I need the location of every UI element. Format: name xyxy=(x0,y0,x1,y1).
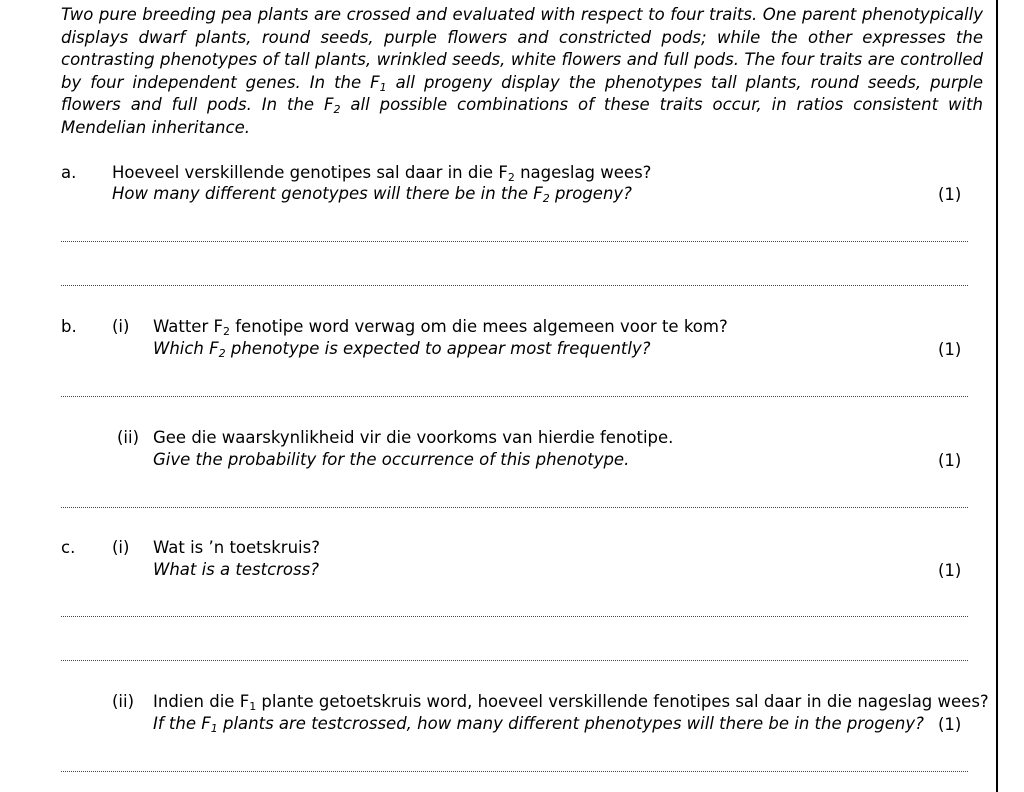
question-b-i-en-sub: 2 xyxy=(218,347,226,360)
question-c-ii-marks: (1) xyxy=(938,715,962,734)
answer-line-c-ii[interactable] xyxy=(61,771,968,772)
answer-line-b-ii[interactable] xyxy=(61,507,968,508)
intro-text-1: Two pure breeding pea plants are crossed and evaluated with respect to four traits. One parent phenotypically displays dwarf plants, round seeds, purple flowers and constricted pods; while the other expresses the contrasting phenotypes of tall plants, wrinkled seeds, white flowers and full pods. The four traits are controlled by four independent genes. In the F xyxy=(61,5,983,92)
question-c-i-number: (i) xyxy=(112,538,130,557)
question-a-en-post: progeny? xyxy=(549,184,632,203)
question-b-i-number: (i) xyxy=(112,317,130,336)
intro-paragraph xyxy=(61,4,983,140)
question-b-ii-english: Give the probability for the occurrence of this phenotype. xyxy=(153,450,630,469)
question-a-af-sub: 2 xyxy=(507,171,515,184)
answer-line-c-i-2[interactable] xyxy=(61,660,968,661)
question-c-ii-af-sub: 1 xyxy=(249,700,257,713)
intro-text-2: all progeny display the phenotypes tall plants, round seeds, purple flowers and full pods. In the F xyxy=(61,72,984,115)
question-c-ii-af-pre: Indien die F xyxy=(153,692,250,711)
answer-line-a-2[interactable] xyxy=(61,285,968,286)
question-c-ii-en-pre: If the F xyxy=(153,714,211,733)
question-a-en-pre: How many different genotypes will there be in the F xyxy=(112,184,543,203)
question-c-ii-english xyxy=(153,714,924,734)
question-b-i-en-pre: Which F xyxy=(153,339,219,358)
answer-line-c-i-1[interactable] xyxy=(61,616,968,617)
question-b-ii-number: (ii) xyxy=(117,428,140,447)
question-b-ii-afrikaans: Gee die waarskynlikheid vir die voorkoms van hierdie fenotipe. xyxy=(153,428,674,447)
question-b-i-english xyxy=(153,339,650,359)
question-c-i-afrikaans: Wat is ’n toetskruis? xyxy=(153,538,320,557)
question-b-label: b. xyxy=(61,317,77,336)
question-b-i-en-post: phenotype is expected to appear most frequently? xyxy=(225,339,651,358)
question-b-ii-marks: (1) xyxy=(938,451,962,470)
question-a-label: a. xyxy=(61,163,77,182)
intro-sub-1: 1 xyxy=(379,80,387,94)
question-c-i-english: What is a testcross? xyxy=(153,560,319,579)
question-a-marks: (1) xyxy=(938,185,962,204)
question-a-af-post: nageslag wees? xyxy=(514,163,652,182)
question-c-label: c. xyxy=(61,538,76,557)
question-c-ii-en-post: plants are testcrossed, how many different phenotypes will there be in the progeny? xyxy=(217,714,924,733)
answer-line-b-i[interactable] xyxy=(61,396,968,397)
question-b-i-af-sub: 2 xyxy=(222,325,230,338)
question-c-ii-number: (ii) xyxy=(112,692,135,711)
intro-text-3: all possible combinations of these traits occur, in ratios consistent with Mendelian inheritance. xyxy=(61,95,983,137)
question-c-ii-af-post: plante getoetskruis word, hoeveel verskillende fenotipes sal daar in die nageslag wees? xyxy=(256,692,989,711)
question-a-af-pre: Hoeveel verskillende genotipes sal daar in die F xyxy=(112,163,508,182)
question-b-i-af-pre: Watter F xyxy=(153,317,223,336)
question-a-en-sub: 2 xyxy=(542,192,550,205)
intro-sub-2: 2 xyxy=(333,103,341,117)
page-border-right xyxy=(996,0,998,792)
question-c-i-marks: (1) xyxy=(938,561,962,580)
question-b-i-afrikaans xyxy=(153,317,728,337)
question-a-afrikaans xyxy=(112,163,651,183)
question-c-ii-en-sub: 1 xyxy=(210,722,218,735)
question-c-ii-afrikaans xyxy=(153,692,989,712)
answer-line-a-1[interactable] xyxy=(61,241,968,242)
question-a-english xyxy=(112,184,632,204)
question-b-i-marks: (1) xyxy=(938,340,962,359)
question-b-i-af-post: fenotipe word verwag om die mees algemeen voor te kom? xyxy=(229,317,728,336)
